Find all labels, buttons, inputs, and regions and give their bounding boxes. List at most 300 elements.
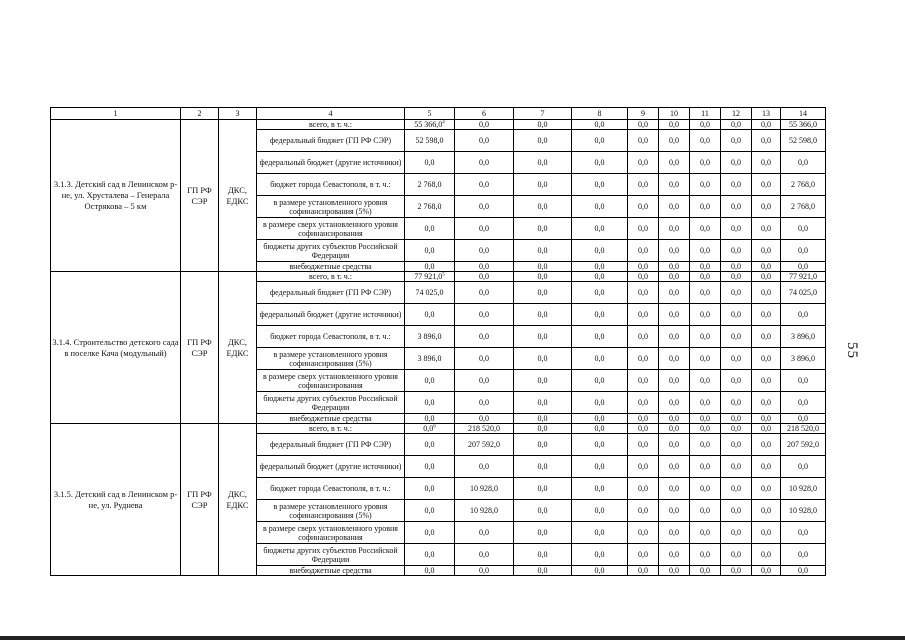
- amount-cell: [572, 434, 628, 456]
- amount-cell: [752, 544, 781, 566]
- total-value-cell: [781, 392, 826, 414]
- amount-cell: [455, 218, 514, 240]
- amount-value: 0,0: [798, 462, 808, 471]
- amount-value: 0,0: [424, 246, 435, 255]
- amount-cell: [455, 434, 514, 456]
- amount-value: 0,0: [731, 424, 741, 433]
- amount-cell: [721, 370, 752, 392]
- amount-cell: [659, 522, 690, 544]
- amount-cell: [690, 392, 721, 414]
- amount-cell: [752, 348, 781, 370]
- amount-cell: [628, 272, 659, 282]
- amount-cell: [405, 240, 455, 262]
- amount-cell: [455, 240, 514, 262]
- amount-value: 74 025,0: [415, 288, 444, 297]
- amount-value: 0,0: [669, 158, 679, 167]
- amount-cell: [659, 262, 690, 272]
- amount-value: 207 592,0: [468, 440, 500, 449]
- total-value-cell: [781, 272, 826, 282]
- amount-cell: [721, 434, 752, 456]
- amount-value: 207 592,0: [787, 440, 819, 449]
- amount-cell: [690, 218, 721, 240]
- funding-source-label: федеральный бюджет (другие источники): [257, 152, 405, 174]
- amount-value: 0,0: [761, 424, 771, 433]
- amount-cell: [659, 240, 690, 262]
- amount-cell: [572, 424, 628, 434]
- amount-value: 0,0: [537, 310, 548, 319]
- amount-cell: [659, 392, 690, 414]
- amount-value: 0,0: [424, 566, 435, 575]
- amount-cell: [455, 544, 514, 566]
- funding-row: [51, 120, 826, 130]
- amount-value: 0,0: [479, 262, 489, 271]
- amount-cell: [690, 566, 721, 576]
- amount-cell: [514, 120, 572, 130]
- amount-cell: [572, 326, 628, 348]
- amount-cell: [514, 262, 572, 272]
- amount-cell: [405, 500, 455, 522]
- column-number: 13: [752, 108, 781, 120]
- funding-source-label: внебюджетные средства: [257, 262, 405, 272]
- amount-value: 0,0: [798, 224, 808, 233]
- amount-cell: [721, 130, 752, 152]
- funding-source-label: внебюджетные средства: [257, 566, 405, 576]
- amount-cell: [659, 120, 690, 130]
- amount-cell: [690, 120, 721, 130]
- amount-cell: [572, 414, 628, 424]
- amount-cell: [572, 348, 628, 370]
- amount-value: 0,0: [700, 332, 710, 341]
- amount-cell: [405, 544, 455, 566]
- funding-source-label: в размере сверх установленного уровня софинансирования: [257, 522, 405, 544]
- column-number: 10: [659, 108, 690, 120]
- amount-cell: [721, 544, 752, 566]
- amount-value: 0,0: [537, 462, 548, 471]
- amount-cell: [721, 218, 752, 240]
- amount-cell: [405, 282, 455, 304]
- amount-value: 0,0: [731, 550, 741, 559]
- amount-cell: [514, 196, 572, 218]
- amount-value: 0,0: [700, 120, 710, 129]
- amount-value: 0,0: [479, 414, 489, 423]
- amount-value: 0,0: [731, 414, 741, 423]
- amount-value: 0,0: [638, 354, 648, 363]
- amount-value: 0,0: [761, 528, 771, 537]
- amount-value: 0,0: [537, 224, 548, 233]
- amount-value: 0,0: [761, 506, 771, 515]
- amount-value: 0,0: [700, 246, 710, 255]
- funding-source-label: бюджет города Севастополя, в т. ч.:: [257, 478, 405, 500]
- amount-cell: [514, 304, 572, 326]
- amount-value: 0,0: [700, 202, 710, 211]
- amount-value: 0,0: [669, 528, 679, 537]
- total-value-cell: [781, 130, 826, 152]
- amount-cell: [628, 522, 659, 544]
- amount-cell: [752, 240, 781, 262]
- amount-cell: [752, 434, 781, 456]
- amount-cell: [455, 478, 514, 500]
- executor-cell: ГП РФ СЭР: [181, 272, 219, 424]
- funding-source-label: федеральный бюджет (ГП РФ СЭР): [257, 434, 405, 456]
- total-value-cell: [781, 478, 826, 500]
- amount-cell: [752, 130, 781, 152]
- amount-cell: [721, 196, 752, 218]
- amount-value: 0,0: [798, 398, 808, 407]
- amount-cell: [628, 424, 659, 434]
- funding-source-label: федеральный бюджет (ГП РФ СЭР): [257, 282, 405, 304]
- amount-cell: [628, 174, 659, 196]
- amount-value: 52 598,0: [415, 136, 444, 145]
- amount-cell: [659, 174, 690, 196]
- amount-cell: [628, 414, 659, 424]
- amount-value: 77 921,0: [789, 272, 817, 281]
- total-value-cell: [781, 566, 826, 576]
- amount-cell: [405, 522, 455, 544]
- amount-value: 0,0: [700, 272, 710, 281]
- amount-cell: [455, 522, 514, 544]
- amount-cell: [659, 414, 690, 424]
- amount-value: 0,0: [638, 332, 648, 341]
- amount-cell: [405, 414, 455, 424]
- amount-value: 0,0: [731, 288, 741, 297]
- total-value-cell: [781, 456, 826, 478]
- total-value-cell: [781, 544, 826, 566]
- amount-value: 2 768,0: [417, 180, 442, 189]
- funding-source-label: федеральный бюджет (другие источники): [257, 456, 405, 478]
- amount-value: 0,0: [537, 246, 548, 255]
- amount-value: 0,0: [537, 414, 548, 423]
- amount-value: 0,0: [594, 528, 605, 537]
- amount-value: 0,0: [700, 506, 710, 515]
- amount-cell: [455, 456, 514, 478]
- amount-cell: [690, 304, 721, 326]
- amount-cell: [514, 424, 572, 434]
- amount-value: 0,0: [424, 462, 435, 471]
- amount-value: 0,0: [594, 414, 605, 423]
- amount-value: 0,0: [638, 462, 648, 471]
- amount-value: 0,0: [700, 424, 710, 433]
- amount-cell: [690, 326, 721, 348]
- amount-cell: [628, 566, 659, 576]
- amount-cell: [721, 566, 752, 576]
- amount-value: 0,0: [537, 566, 548, 575]
- total-value-cell: [781, 348, 826, 370]
- amount-cell: [455, 262, 514, 272]
- amount-cell: [628, 348, 659, 370]
- amount-cell: [628, 544, 659, 566]
- funding-source-label: в размере установленного уровня софинансирования (5%): [257, 196, 405, 218]
- amount-cell: [514, 218, 572, 240]
- amount-value: 0,0: [731, 246, 741, 255]
- amount-cell: [659, 544, 690, 566]
- amount-cell: [752, 174, 781, 196]
- table-body: [51, 108, 826, 576]
- amount-value: 0,0: [798, 528, 808, 537]
- funding-source-label: в размере сверх установленного уровня софинансирования: [257, 218, 405, 240]
- amount-value: 0,0: [798, 246, 808, 255]
- amount-value: 0,0: [700, 262, 710, 271]
- amount-value: 0,0: [761, 310, 771, 319]
- amount-cell: [690, 434, 721, 456]
- object-name-cell: 3.1.4. Строительство детского сада в поселке Кача (модульный): [51, 272, 181, 424]
- amount-cell: [752, 282, 781, 304]
- amount-value: 0,0: [638, 120, 648, 129]
- amount-cell: [455, 326, 514, 348]
- amount-cell: [721, 500, 752, 522]
- amount-cell: [572, 282, 628, 304]
- amount-cell: [659, 478, 690, 500]
- amount-cell: [752, 392, 781, 414]
- amount-value: 0,0: [761, 398, 771, 407]
- amount-value: 0,0: [594, 332, 605, 341]
- amount-value: 0,0: [638, 398, 648, 407]
- amount-cell: [721, 478, 752, 500]
- total-value-cell: [781, 370, 826, 392]
- amount-cell: [721, 348, 752, 370]
- amount-cell: [405, 392, 455, 414]
- amount-cell: [572, 456, 628, 478]
- amount-value: 0,0: [537, 376, 548, 385]
- amount-value: 0,0: [537, 202, 548, 211]
- amount-value: 0,0: [638, 484, 648, 493]
- amount-value: 0,0: [424, 158, 435, 167]
- amount-value: 0,0: [594, 484, 605, 493]
- amount-value: 0,0: [537, 180, 548, 189]
- amount-cell: [455, 120, 514, 130]
- amount-value: 0,0: [669, 136, 679, 145]
- amount-value: 2 768,0: [417, 202, 442, 211]
- amount-cell: [572, 262, 628, 272]
- total-value-cell: [781, 218, 826, 240]
- amount-cell: [628, 218, 659, 240]
- amount-cell: [514, 500, 572, 522]
- total-value-cell: [781, 282, 826, 304]
- amount-value: 0,0: [424, 224, 435, 233]
- amount-cell: [659, 218, 690, 240]
- total-value-cell: [781, 522, 826, 544]
- amount-cell: [659, 456, 690, 478]
- amount-cell: [455, 304, 514, 326]
- amount-cell: [721, 262, 752, 272]
- amount-cell: [514, 326, 572, 348]
- amount-value: 0,0: [638, 136, 648, 145]
- amount-value: 0,0: [798, 376, 808, 385]
- amount-value: 0,0: [424, 262, 435, 271]
- amount-value: 0,0: [638, 262, 648, 271]
- amount-cell: [721, 174, 752, 196]
- amount-cell: [721, 424, 752, 434]
- amount-cell: [405, 434, 455, 456]
- amount-cell: [514, 240, 572, 262]
- amount-value: 0,0: [424, 484, 435, 493]
- scan-bottom-edge: [0, 636, 905, 640]
- amount-value: 3 896,0: [417, 354, 442, 363]
- amount-cell: [405, 174, 455, 196]
- amount-value: 0,0: [594, 136, 605, 145]
- amount-value: 0,0: [669, 262, 679, 271]
- amount-cell: [690, 282, 721, 304]
- amount-value: 0,0: [669, 376, 679, 385]
- amount-value: 0,0: [594, 462, 605, 471]
- amount-value: 0,0: [669, 424, 679, 433]
- amount-cell: [752, 478, 781, 500]
- total-value-cell: [781, 424, 826, 434]
- amount-cell: [690, 130, 721, 152]
- amount-value: 0,0: [700, 180, 710, 189]
- amount-value: 0,0: [479, 528, 489, 537]
- amount-value: 0,0: [700, 440, 710, 449]
- amount-value: 0,0: [537, 528, 548, 537]
- amount-cell: [405, 326, 455, 348]
- amount-cell: [659, 152, 690, 174]
- object-name-cell: 3.1.5. Детский сад в Ленинском р-не, ул. Руднева: [51, 424, 181, 576]
- amount-cell: [721, 282, 752, 304]
- amount-value: 0,0: [731, 462, 741, 471]
- funding-source-label: федеральный бюджет (другие источники): [257, 304, 405, 326]
- amount-cell: [721, 392, 752, 414]
- column-number: 11: [690, 108, 721, 120]
- amount-cell: [405, 478, 455, 500]
- amount-value: 0,0: [731, 376, 741, 385]
- amount-cell: [690, 240, 721, 262]
- amount-value: 0,0: [731, 262, 741, 271]
- total-value-cell: [781, 196, 826, 218]
- amount-cell: [721, 272, 752, 282]
- amount-cell: [690, 522, 721, 544]
- amount-cell: [659, 500, 690, 522]
- amount-value: 0,0: [537, 136, 548, 145]
- column-number-row: [51, 108, 826, 120]
- amount-value: 0,0: [424, 440, 435, 449]
- amount-value: 0,0: [700, 566, 710, 575]
- amount-value: 0,0: [761, 202, 771, 211]
- amount-value: 0,0: [731, 158, 741, 167]
- amount-cell: [514, 414, 572, 424]
- amount-value: 0,0: [537, 288, 548, 297]
- amount-value: 0,0: [479, 462, 489, 471]
- amount-value: 0,0: [700, 158, 710, 167]
- amount-cell: [514, 348, 572, 370]
- amount-value: 0,0: [669, 288, 679, 297]
- amount-value: 0,0: [594, 566, 605, 575]
- amount-value: 0,0: [761, 158, 771, 167]
- amount-value: 77 921,0: [414, 272, 443, 281]
- amount-cell: [572, 478, 628, 500]
- amount-cell: [659, 272, 690, 282]
- amount-cell: [628, 434, 659, 456]
- amount-value: 0,0: [537, 424, 548, 433]
- amount-cell: [405, 304, 455, 326]
- amount-cell: [628, 304, 659, 326]
- amount-cell: [572, 218, 628, 240]
- amount-cell: [455, 424, 514, 434]
- amount-value: 0,0: [761, 354, 771, 363]
- amount-value: 0,0: [731, 310, 741, 319]
- amount-value: 0,0: [638, 202, 648, 211]
- amount-cell: [572, 500, 628, 522]
- amount-value: 0,0: [594, 506, 605, 515]
- amount-cell: [721, 152, 752, 174]
- object-name-cell: 3.1.3. Детский сад в Ленинском р-не, ул. Хрусталева – Генерала Острякова – 5 км: [51, 120, 181, 272]
- amount-value: 0,0: [537, 398, 548, 407]
- amount-cell: [514, 272, 572, 282]
- amount-value: 0,0: [638, 272, 648, 281]
- amount-value: 0,0: [669, 272, 679, 281]
- amount-cell: [405, 152, 455, 174]
- amount-value: 0,0: [479, 158, 489, 167]
- amount-value: 0,0: [638, 224, 648, 233]
- amount-value: 0,0: [594, 272, 605, 281]
- footnote-mark: 6: [433, 424, 436, 430]
- amount-value: 0,0: [761, 376, 771, 385]
- total-value-cell: [781, 414, 826, 424]
- amount-value: 3 896,0: [417, 332, 442, 341]
- amount-value: 218 520,0: [787, 424, 819, 433]
- amount-cell: [514, 370, 572, 392]
- amount-cell: [659, 424, 690, 434]
- funding-row: [51, 424, 826, 434]
- funding-source-label: внебюджетные средства: [257, 414, 405, 424]
- amount-value: 0,0: [537, 484, 548, 493]
- amount-cell: [455, 392, 514, 414]
- amount-cell: [572, 240, 628, 262]
- amount-value: 55 366,0: [414, 120, 443, 129]
- amount-value: 0,0: [537, 332, 548, 341]
- amount-value: 0,0: [761, 414, 771, 423]
- amount-value: 0,0: [700, 224, 710, 233]
- amount-value: 0,0: [669, 202, 679, 211]
- amount-cell: [752, 370, 781, 392]
- amount-cell: [514, 522, 572, 544]
- amount-value: 0,0: [638, 566, 648, 575]
- amount-value: 0,0: [424, 398, 435, 407]
- total-value-cell: [781, 434, 826, 456]
- column-number: 12: [721, 108, 752, 120]
- amount-value: 0,0: [669, 506, 679, 515]
- amount-value: 0,0: [700, 354, 710, 363]
- amount-cell: [514, 130, 572, 152]
- amount-value: 0,0: [594, 550, 605, 559]
- amount-value: 0,0: [798, 310, 808, 319]
- amount-cell: [628, 120, 659, 130]
- amount-cell: [628, 326, 659, 348]
- amount-value: 0,0: [669, 414, 679, 423]
- amount-value: 0,0: [479, 310, 489, 319]
- amount-cell: [405, 196, 455, 218]
- amount-value: 0,0: [669, 484, 679, 493]
- funding-source-label: в размере установленного уровня софинансирования (5%): [257, 348, 405, 370]
- total-value-cell: [781, 152, 826, 174]
- amount-value: 0,0: [479, 550, 489, 559]
- amount-cell: [572, 196, 628, 218]
- amount-value: 0,0: [700, 398, 710, 407]
- amount-cell: [405, 130, 455, 152]
- amount-value: 2 768,0: [791, 202, 815, 211]
- amount-value: 0,0: [700, 136, 710, 145]
- amount-value: 0,0: [638, 180, 648, 189]
- amount-value: 0,0: [594, 180, 605, 189]
- amount-value: 0,0: [731, 136, 741, 145]
- amount-value: 0,0: [669, 310, 679, 319]
- amount-cell: [659, 304, 690, 326]
- amount-value: 0,0: [731, 224, 741, 233]
- amount-value: 0,0: [424, 310, 435, 319]
- amount-cell: [572, 272, 628, 282]
- amount-value: 0,0: [594, 398, 605, 407]
- amount-cell: [572, 566, 628, 576]
- amount-cell: [514, 152, 572, 174]
- amount-cell: [628, 130, 659, 152]
